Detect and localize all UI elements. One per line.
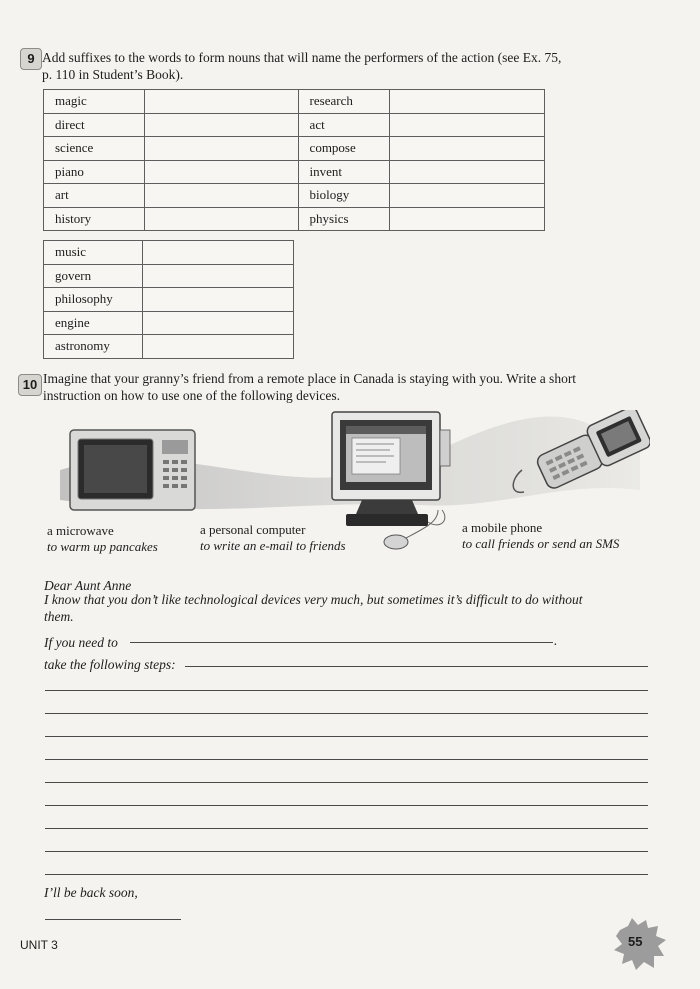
- answer-line[interactable]: [45, 690, 648, 691]
- answer-line[interactable]: [45, 782, 648, 783]
- table-row: [44, 207, 545, 231]
- word-cell: direct: [44, 113, 145, 137]
- exercise-9-number: 9: [20, 48, 42, 70]
- answer-cell[interactable]: [142, 311, 293, 335]
- device-caption-microwave: [47, 523, 158, 555]
- letter-body: I know that you don’t like technological devices very much, but sometimes it’s difficult to do without them.: [44, 592, 583, 624]
- letter-greeting: Dear Aunt Anne: [44, 578, 132, 593]
- answer-cell[interactable]: [390, 160, 545, 184]
- table-row: [44, 90, 545, 114]
- answer-cell[interactable]: [142, 335, 293, 359]
- answer-cell[interactable]: [142, 264, 293, 288]
- word-cell: biology: [298, 184, 390, 208]
- table-row: [44, 184, 545, 208]
- word-cell: music: [44, 241, 143, 265]
- word-cell: science: [44, 137, 145, 161]
- word-cell: act: [298, 113, 390, 137]
- answer-line[interactable]: [45, 759, 648, 760]
- word-table-2: [43, 240, 294, 359]
- answer-cell[interactable]: [144, 113, 298, 137]
- letter-if-need-end: .: [554, 633, 558, 648]
- answer-cell[interactable]: [390, 90, 545, 114]
- answer-cell[interactable]: [142, 241, 293, 265]
- word-cell: physics: [298, 207, 390, 231]
- device-name: a personal computer: [200, 522, 306, 537]
- answer-line[interactable]: [45, 713, 648, 714]
- table-row: [44, 264, 294, 288]
- answer-cell[interactable]: [390, 113, 545, 137]
- device-purpose: to call friends or send an SMS: [462, 536, 620, 551]
- word-cell: invent: [298, 160, 390, 184]
- word-cell: magic: [44, 90, 145, 114]
- word-cell: history: [44, 207, 145, 231]
- signature-line[interactable]: [45, 919, 181, 920]
- answer-cell[interactable]: [390, 137, 545, 161]
- letter-if-need: If you need to: [44, 635, 118, 650]
- answer-line[interactable]: [130, 642, 553, 643]
- letter-steps: take the following steps:: [44, 657, 176, 672]
- letter-closing: I’ll be back soon,: [44, 885, 138, 900]
- answer-line[interactable]: [45, 736, 648, 737]
- exercise-10-instruction: Imagine that your granny’s friend from a remote place in Canada is staying with you. Write a short instruction on how to use one of the following devices.: [43, 371, 577, 403]
- answer-line[interactable]: [45, 874, 648, 875]
- word-cell: research: [298, 90, 390, 114]
- word-cell: astronomy: [44, 335, 143, 359]
- word-cell: art: [44, 184, 145, 208]
- device-name: a microwave: [47, 523, 114, 538]
- answer-cell[interactable]: [144, 137, 298, 161]
- exercise-10-number: 10: [18, 374, 42, 396]
- device-purpose: to warm up pancakes: [47, 539, 158, 554]
- page-number: 55: [628, 934, 643, 949]
- table-row: [44, 241, 294, 265]
- table-row: [44, 311, 294, 335]
- answer-line[interactable]: [45, 851, 648, 852]
- word-table-1: [43, 89, 545, 231]
- computer-icon: [332, 412, 450, 549]
- word-cell: philosophy: [44, 288, 143, 312]
- answer-cell[interactable]: [144, 90, 298, 114]
- answer-cell[interactable]: [390, 184, 545, 208]
- answer-cell[interactable]: [144, 184, 298, 208]
- answer-cell[interactable]: [142, 288, 293, 312]
- table-row: [44, 113, 545, 137]
- table-row: [44, 160, 545, 184]
- microwave-icon: [70, 430, 195, 510]
- exercise-9-instruction: Add suffixes to the words to form nouns that will name the performers of the action (see Ex. 75, p. 110 in Student’s Book).: [42, 50, 562, 82]
- answer-line[interactable]: [45, 805, 648, 806]
- word-cell: piano: [44, 160, 145, 184]
- device-purpose: to write an e-mail to friends: [200, 538, 346, 553]
- word-cell: compose: [298, 137, 390, 161]
- unit-label: UNIT 3: [20, 938, 58, 952]
- device-caption-computer: [200, 522, 346, 554]
- table-row: [44, 335, 294, 359]
- table-row: [44, 288, 294, 312]
- device-name: a mobile phone: [462, 520, 543, 535]
- word-cell: engine: [44, 311, 143, 335]
- answer-line[interactable]: [185, 666, 648, 667]
- word-cell: govern: [44, 264, 143, 288]
- answer-cell[interactable]: [144, 160, 298, 184]
- answer-line[interactable]: [45, 828, 648, 829]
- answer-cell[interactable]: [144, 207, 298, 231]
- answer-cell[interactable]: [390, 207, 545, 231]
- device-caption-mobile-phone: [462, 520, 619, 552]
- table-row: [44, 137, 545, 161]
